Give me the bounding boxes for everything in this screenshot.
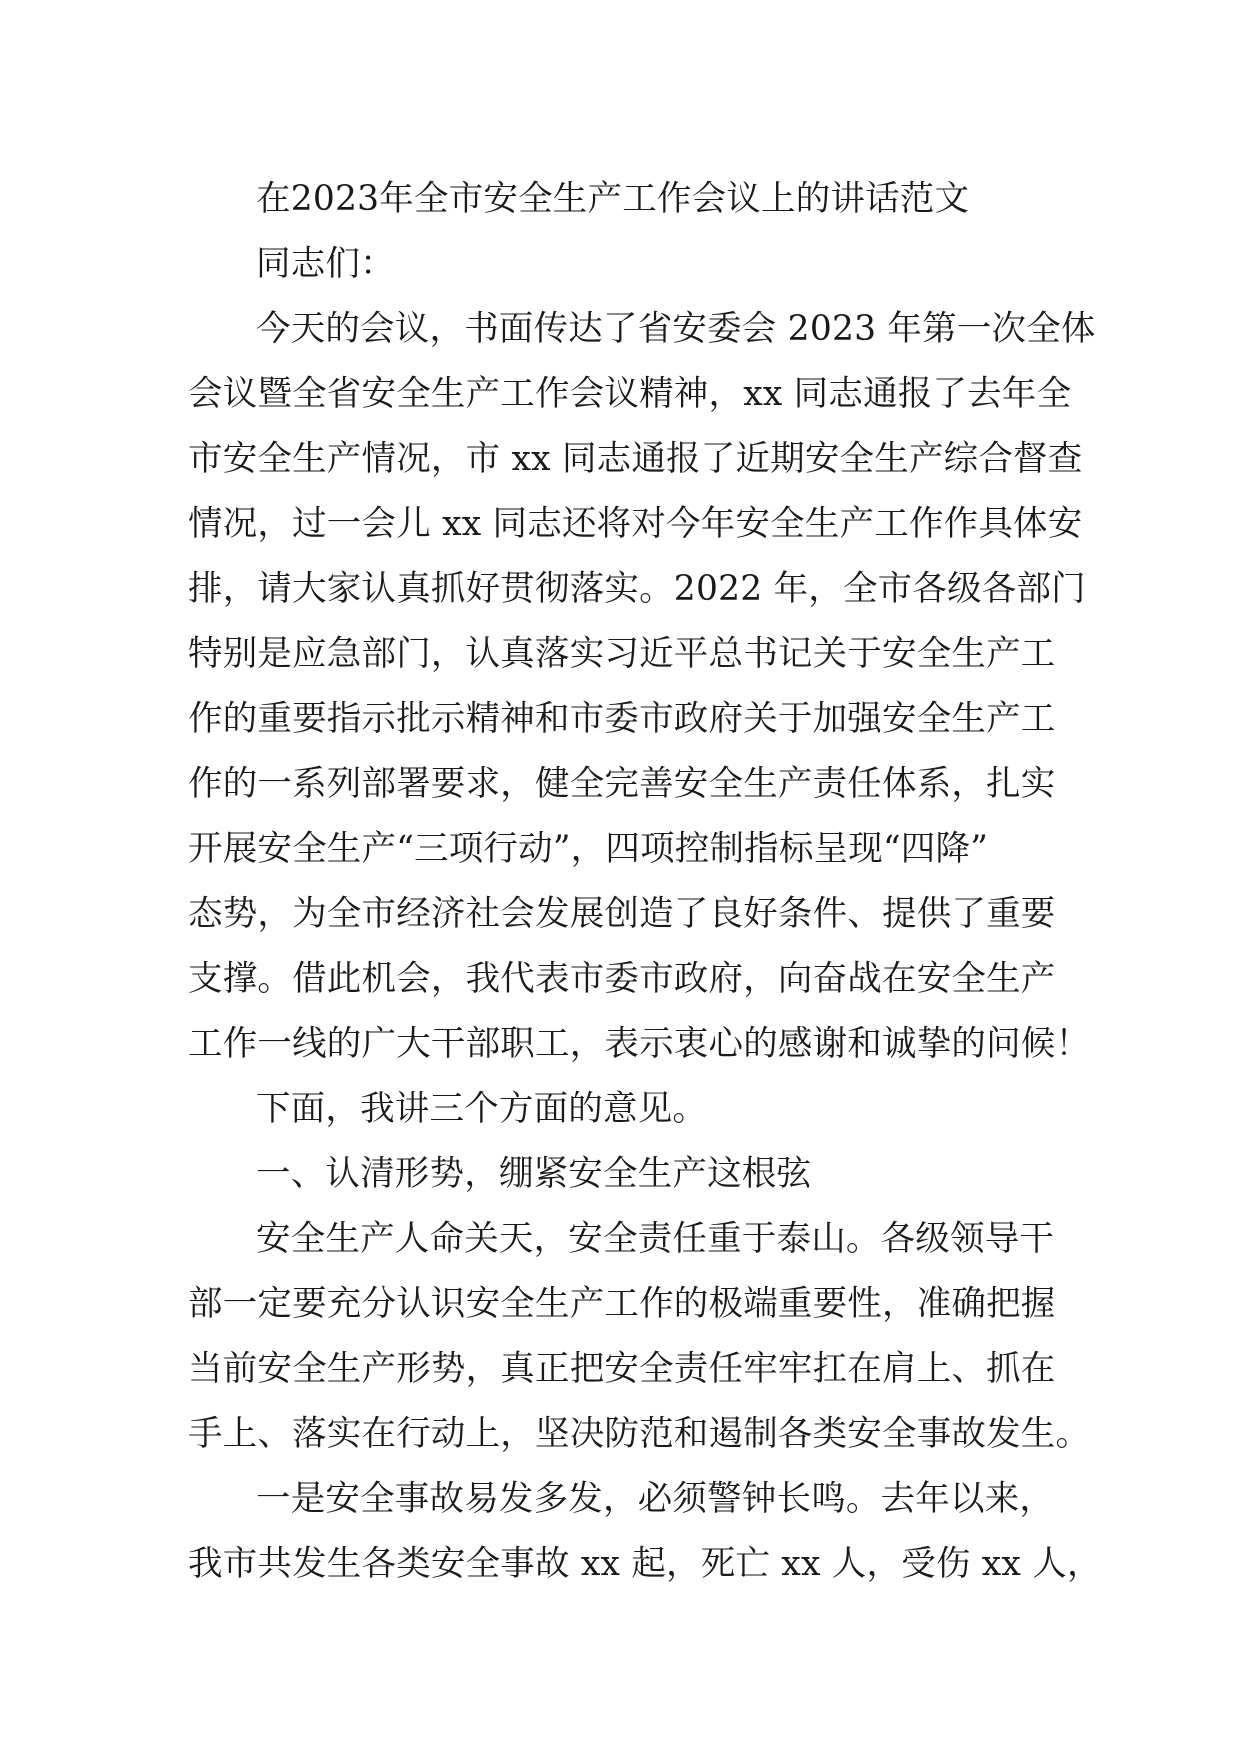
- document-body: [188, 167, 1102, 1597]
- paragraph-line: 一是安全事故易发多发，必须警钟长鸣。去年以来，: [256, 1479, 1055, 1519]
- document-title: 在2023年全市安全生产工作会议上的讲话范文: [256, 179, 970, 219]
- paragraph-line: 支撑。借此机会，我代表市委市政府，向奋战在安全生产: [188, 959, 1056, 999]
- paragraph-line: 部一定要充分认识安全生产工作的极端重要性，准确把握: [188, 1284, 1056, 1324]
- section-heading: 一、认清形势，绷紧安全生产这根弦: [256, 1154, 812, 1194]
- paragraph-line: 作的一系列部署要求，健全完善安全生产责任体系，扎实: [188, 764, 1056, 804]
- paragraph-line: 会议暨全省安全生产工作会议精神，xx 同志通报了去年全: [188, 374, 1072, 414]
- salutation: 同志们：: [256, 244, 395, 284]
- paragraph-line: 特别是应急部门，认真落实习近平总书记关于安全生产工: [188, 634, 1056, 674]
- paragraph-line: 安全生产人命关天，安全责任重于泰山。各级领导干: [256, 1219, 1055, 1259]
- paragraph-line: 今天的会议，书面传达了省安委会 2023 年第一次全体: [256, 309, 1096, 349]
- paragraph-line: 情况，过一会儿 xx 同志还将对今年安全生产工作作具体安: [188, 504, 1083, 544]
- paragraph-line: 下面，我讲三个方面的意见。: [256, 1089, 708, 1129]
- paragraph-line: 工作一线的广大干部职工，表示衷心的感谢和诚挚的问候！: [188, 1024, 1091, 1064]
- paragraph-line: 我市共发生各类安全事故 xx 起，死亡 xx 人，受伤 xx 人，: [188, 1544, 1102, 1584]
- paragraph-line: 市安全生产情况，市 xx 同志通报了近期安全生产综合督查: [188, 439, 1083, 479]
- paragraph-line: 排，请大家认真抓好贯彻落实。2022 年，全市各级各部门: [188, 569, 1086, 609]
- paragraph-line: 手上、落实在行动上，坚决防范和遏制各类安全事故发生。: [188, 1414, 1091, 1454]
- paragraph-line: 作的重要指示批示精神和市委市政府关于加强安全生产工: [188, 699, 1056, 739]
- paragraph-line: 态势，为全市经济社会发展创造了良好条件、提供了重要: [188, 894, 1056, 934]
- paragraph-line: 开展安全生产“三项行动”，四项控制指标呈现“四降”: [188, 829, 989, 869]
- paragraph-line: 当前安全生产形势，真正把安全责任牢牢扛在肩上、抓在: [188, 1349, 1056, 1389]
